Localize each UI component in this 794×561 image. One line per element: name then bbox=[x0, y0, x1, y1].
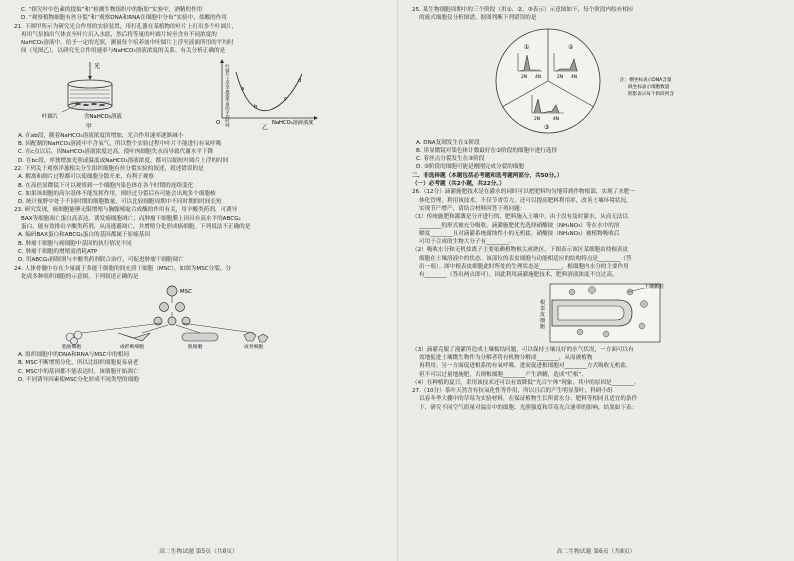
question-24 bbox=[14, 265, 385, 385]
option: C. MSC中的基因都不能表达时，该细胞开始凋亡 bbox=[18, 368, 139, 375]
question-21 bbox=[14, 23, 385, 165]
option: D. 不同诱导因素使MSC分化形成不同类型的细胞 bbox=[18, 377, 139, 384]
question-part: 可用于合成的生物大分子有________。 bbox=[419, 239, 515, 246]
leaf-disc-label: 叶圆片 bbox=[42, 113, 59, 120]
figure-26-drawing bbox=[532, 282, 682, 344]
question-stem: 实现节产增产，请结合材料回答下列问题： bbox=[419, 205, 526, 212]
mark-2n: 2N bbox=[534, 116, 541, 122]
question-stem: 再用气泵抽出气体直至叶片沉入水底，然后将等量的叶圆片转至含有不同浓度的 bbox=[21, 31, 217, 38]
option: A. DNA复制发生在①阶段 bbox=[416, 139, 480, 146]
figure-21 bbox=[22, 58, 385, 130]
question-stem: 26.（12分）滴灌施肥技术是在灌水的同时可以把肥料均匀地带到作物根部，实现了水肥一 bbox=[412, 189, 635, 196]
point-c: c bbox=[284, 95, 287, 102]
question-stem: 下，研究不同空气质量对温室中的细胞、光照强度和草莓光合速率的影响，结果如下表： bbox=[419, 404, 638, 411]
right-page bbox=[397, 0, 794, 561]
question-23 bbox=[14, 206, 385, 264]
option: A. 组织细胞中的DNA和RNA与MSC中的相同 bbox=[18, 352, 129, 359]
point-a: a bbox=[241, 85, 245, 92]
option: A. 在ab段，随着NaHCO₃溶液浓度的增加，光合作用速率逐渐减小 bbox=[18, 132, 184, 139]
question-part: 效地促进土壤微生物作为分解者将有机物分解成________，从而被植物 bbox=[419, 354, 593, 361]
option: D. 统计视野中处于不同时期的细胞数量，可以比较细胞周期中不同时期的时间长短 bbox=[18, 199, 222, 206]
question-26 bbox=[412, 188, 782, 387]
cell-bone-label: 成骨细胞 bbox=[244, 345, 264, 350]
text-line: C. “探究叶中色素的提取”和“检测生物组织中的脂肪”实验中，酒精的作用 bbox=[21, 7, 203, 13]
question-stem: 化成多种组织细胞的示意图，下列叙述正确的是 bbox=[21, 273, 139, 280]
root-cell-label: 根 bbox=[540, 299, 546, 306]
question-part: （2）吸收水分和无机盐离子主要依赖植物根尖成熟区。下图表示该区某细胞由幼根表皮 bbox=[412, 247, 629, 254]
option: D. 在bc段，单独增加光照或温度或NaHCO₃溶液浓度，都可以缩短叶圆片上浮的时间 bbox=[18, 157, 229, 164]
question-part: （3）滴灌克服了漫灌所造成土壤板结问题，可以保持土壤良好的水气状况，一方面可以有 bbox=[412, 346, 634, 353]
mark-2n: 2N bbox=[521, 74, 528, 80]
question-stem: 蛋白，能有效排出辛酸类药剂，从而逃避凋亡，并增殖分化形成癌细胞。下列说法不正确的是 bbox=[21, 224, 251, 231]
mark-2n: 2N bbox=[557, 74, 564, 80]
cell-fat-label: 脂肪细胞 bbox=[62, 345, 82, 350]
figure-26 bbox=[532, 282, 782, 344]
option: B. 肿瘤干细胞与癌细胞中基因的执行情况不同 bbox=[18, 240, 132, 247]
figure-25-drawing bbox=[420, 25, 750, 137]
text-line: D. “观察植物细胞有丝分裂”和“观察DNA和RNA在细胞中分布”实验中，盐酸的作用 bbox=[21, 15, 227, 22]
option: D. 用ABCG₂抑制剂与辛酸类药剂联合治疗，可促进肿瘤干细胞凋亡 bbox=[18, 257, 184, 264]
question-part: （4）在种植的夏日，采用该技术还可以有效降低“光合午休”现象，其中的原因是________。 bbox=[412, 379, 640, 386]
question-stem: NaHCO₃溶液中，给予一定的光照，测量每个培养皿中叶圆片上浮至液面所用的平均时 bbox=[21, 40, 234, 47]
question-part: 再利用；另一方面促进根系的有氧呼吸，进而促进根细胞对________方式吸收无机盐， bbox=[419, 363, 632, 370]
note-line: 阴影表示每个阶段所含 bbox=[628, 91, 674, 97]
point-d: d bbox=[298, 77, 302, 84]
subsection-heading: （一）必考题（共2小题，共22分。） bbox=[412, 181, 505, 188]
cell-muscle-label: 肌细胞 bbox=[188, 345, 203, 350]
mark-4n: 4N bbox=[571, 74, 578, 80]
section-heading: 二、非选择题（本题包括必考题和选考题两部分，共50分。） bbox=[412, 172, 563, 179]
question-22 bbox=[14, 165, 385, 206]
question-25 bbox=[412, 6, 782, 172]
question-stem: BAX等细胞凋亡蛋白高表达，诱发癌细胞凋亡；而肿瘤干细胞膜上因具有高水平的ABCG₂ bbox=[21, 215, 241, 222]
soil-particle-label: 土壤颗粒 bbox=[644, 283, 665, 290]
light-label: 光 bbox=[94, 62, 101, 70]
question-stem: 的流式细胞仪分析图谱，据图判断下列错误的是 bbox=[419, 15, 537, 22]
note-line: 注：横坐标表示DNA含量 bbox=[620, 77, 672, 83]
question-stem: 间（见图乙），以研究光合作用速率与NaHCO₃溶液浓度的关系。有关分析正确的是 bbox=[21, 48, 226, 55]
note-line: 纵坐标表示细胞数量 bbox=[628, 84, 670, 90]
root-cell-label: 胞 bbox=[540, 323, 546, 330]
question-part: 出一项）。图中根表皮细胞此时所处的生理状态是________，根细胞内水分的主要作用 bbox=[419, 264, 629, 271]
region-3: ③ bbox=[544, 123, 550, 131]
figure-24-drawing bbox=[22, 283, 322, 349]
figure-24 bbox=[22, 283, 385, 349]
root-cell-label: 皮 bbox=[540, 311, 546, 318]
root-cell-label: 表 bbox=[540, 305, 546, 312]
y-axis-label: 叶圆片上浮至液面所用的平均时间 bbox=[225, 63, 231, 127]
mark-4n: 4N bbox=[553, 116, 560, 122]
question-part: （1）传统施肥和灌溉是分开进行的，肥料施入土壤中，由于没有及时灌水，从而无法以 bbox=[412, 214, 629, 221]
option: B. 在高倍显微镜下可以观察到一个细胞内染色体在各个时期的连续变化 bbox=[18, 182, 194, 189]
option: C. 如果该细胞的高尔基体不能发挥作用，则经过分裂后有可能会出现多个细胞核 bbox=[18, 190, 216, 197]
x-axis-label: NaHCO₃溶液浓度 bbox=[272, 119, 314, 126]
question-stem: 体化管理。利用该技术，不仅节省劳力，还可以提高肥料利用率，改善土壤环境状况， bbox=[419, 197, 632, 204]
question-stem: 21. 下图甲所示为研究光合作用的实验装置，用打孔器在某植物的叶片上打出多个叶圆片， bbox=[14, 23, 238, 30]
cell-fibroblast-label: 成纤维细胞 bbox=[120, 345, 144, 350]
question-27 bbox=[412, 387, 782, 412]
question-part: ________的形式被充分吸收，滴灌施肥优先选择硝酸铵（NH₄NO₃）等在水中的溶 bbox=[419, 222, 620, 229]
region-1: ① bbox=[524, 43, 530, 51]
left-top-lines bbox=[14, 6, 385, 23]
figure-yi-label: 乙 bbox=[262, 124, 268, 130]
option: B. 用显微镜对染色体计数最好在②阶段的细胞中进行选择 bbox=[416, 147, 558, 154]
figure-jia-label: 甲 bbox=[86, 123, 92, 130]
option: C. 着丝点分裂发生在③阶段 bbox=[416, 156, 485, 163]
figure-25 bbox=[420, 25, 782, 137]
point-b: b bbox=[254, 103, 258, 110]
option: B. MSC不断增殖分化，所以比组织细胞更易衰老 bbox=[18, 360, 139, 367]
question-stem: 27.（10分）茶叶天然含有抗氧化性等作用，所以且后的产生明显茶叶，科研小组 bbox=[412, 388, 613, 395]
option: C. 在c点以后，因NaHCO₃溶液浓度过高，使叶肉细胞失水而导致代谢水平下降 bbox=[18, 149, 214, 156]
option: B. 因配制的NaHCO₃溶液中不含氧气，所以整个实验过程中叶片不能进行有氧呼吸 bbox=[18, 141, 222, 148]
question-stem: 24. 人体骨髓中存在少量属于多能干细胞的间充质干细胞（MSC），如图为MSC分裂、分 bbox=[14, 265, 232, 272]
option: A. 编码BAX蛋白和ABCG₂蛋白的基因都属于原癌基因 bbox=[18, 232, 150, 239]
root-cell-label: 细 bbox=[540, 317, 546, 324]
page-footer-right: 高二生物试题 第6页（共8页） bbox=[556, 548, 636, 555]
question-part: 解度________且对滴灌系统腐蚀性小的无机盐，硝酸铵（NH₄NO₃）被植物吸收后 bbox=[419, 230, 620, 237]
question-stem: 以春冬季大棚中的草莓为实验材料，在保证植物生长所需水分、肥料等相同且适宜的条件 bbox=[419, 396, 638, 403]
option: C. 肿瘤干细胞的增殖需消耗ATP bbox=[18, 248, 98, 255]
question-stem: 25. 某生物细胞周期中的三个阶段（用①、②、③表示）示意图如下，每个阶段内绘有相应 bbox=[412, 7, 634, 13]
question-stem: 22. 下列关于观察洋葱根尖分生组织细胞有丝分裂实验的叙述，叙述错误的是 bbox=[14, 165, 204, 172]
option: A. 解离和制片过程都可以使细胞分散开来，有利于观察 bbox=[18, 174, 154, 181]
region-2: ② bbox=[568, 43, 574, 51]
question-stem: 23. 研究发现，癌细胞能够无限增殖与胸腺嘧啶合成酶的作用有关，用辛酸类药剂，可诱导 bbox=[14, 207, 238, 214]
msc-label: MSC bbox=[180, 289, 192, 296]
question-part: 但不可以过量地施肥，否则根细胞________产生酒精，造成“烂根”。 bbox=[419, 371, 588, 378]
question-part: 有________（答出两点即可）。因此利用滴灌施肥技术，肥料溶液浓度不宜过高。 bbox=[419, 272, 618, 279]
option: D. ③阶段的细胞可能是刚刚完成分裂的细胞 bbox=[416, 164, 524, 171]
origin-label: O bbox=[216, 119, 221, 126]
figure-21-drawing bbox=[22, 58, 322, 130]
page-footer-left: 高二生物试题 第5页（共8页） bbox=[159, 548, 238, 555]
solution-label: 含NaHCO₃溶液 bbox=[84, 113, 122, 120]
question-part: 细胞在土壤溶液中的状态。该部位的表皮细胞与功能相适应的结构特点是________（答 bbox=[419, 255, 632, 262]
mark-4n: 4N bbox=[535, 74, 542, 80]
